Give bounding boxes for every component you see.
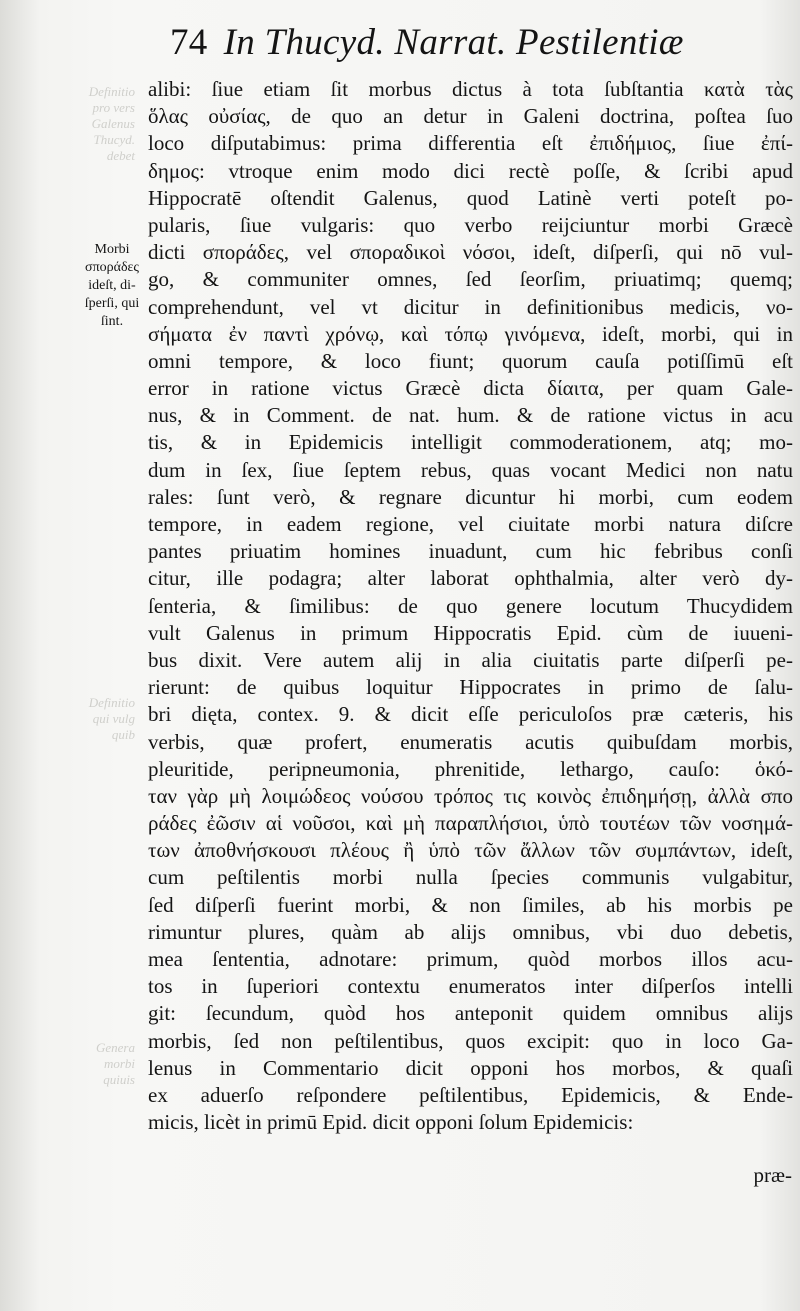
text-line: dicti σποράδες, vel σποραδικοὶ νόσοι, ideſt, diſperſi, qui nō vul- bbox=[148, 240, 793, 265]
catchword: præ- bbox=[753, 1163, 792, 1187]
text-line: vult Galenus in primum Hippocratis Epid. cùm de iuueni- bbox=[148, 620, 793, 645]
text-line: go, & communiter omnes, ſed ſeorſim, priuatimq; quemq; bbox=[148, 267, 793, 292]
text-line: loco diſputabimus: prima differentia eſt ἐπιδήμιος, ſiue ἐπί- bbox=[148, 131, 793, 156]
text-line: alibi: ſiue etiam ſit morbus dictus à tota ſubſtantia κατὰ τὰς bbox=[148, 77, 793, 101]
text-line: σήματα ἐν παντὶ χρόνῳ, καὶ τόπῳ γινόμενα, ideſt, morbi, qui in bbox=[148, 321, 793, 346]
bleed-through-lower: Genera morbi quiuis bbox=[96, 1040, 135, 1087]
running-head bbox=[170, 18, 790, 68]
bleed-through-top: Definitio pro vers Galenus Thucyd. debet bbox=[88, 84, 135, 163]
text-line: tempore, in eadem regione, vel ciuitate morbi natura diſcre bbox=[148, 512, 793, 536]
text-line: ταν γὰρ μὴ λοιμώδεος νούσου τρόπος τις κοινὸς ἐπιδημήσῃ, ἀλλὰ σπο bbox=[148, 783, 793, 808]
text-line: δημος: vtroque enim modo dici rectè poſſe, & ſcribi apud bbox=[148, 158, 793, 183]
text-line: pleuritide, peripneumonia, phrenitide, lethargo, cauſo: ὁκό- bbox=[148, 756, 793, 781]
text-line: lenus in Commentario dicit opponi hos morbos, & quaſi bbox=[148, 1055, 793, 1080]
page-number: 74 bbox=[170, 22, 208, 63]
text-line: ex aduerſo reſpondere peſtilentibus, Epidemicis, & Ende- bbox=[148, 1082, 793, 1107]
text-line: nus, & in Comment. de nat. hum. & de ratione victus in acu bbox=[148, 403, 793, 428]
text-line: mea ſententia, adnotare: primum, quòd morbos illos acu- bbox=[148, 947, 793, 971]
text-line: omni tempore, & loco fiunt; quorum cauſa potiſſimū eſt bbox=[148, 348, 793, 373]
text-line: bus dixit. Vere autem alij in alia ciuitatis parte diſperſi pe- bbox=[148, 647, 793, 672]
text-line: citur, ille podagra; alter laborat ophthalmia, alter verò dy- bbox=[148, 566, 793, 591]
text-line: pantes priuatim homines inuadunt, cum hic febribus conſi bbox=[148, 539, 793, 564]
text-line: rales: ſunt verò, & regnare dicuntur hi morbi, cum eodem bbox=[148, 484, 793, 509]
text-line: ſed diſperſi fuerint morbi, & non ſimiles, ab his morbis pe bbox=[148, 892, 793, 917]
text-line: error in ratione victus Græcè dicta δίαιτα, per quam Gale- bbox=[148, 376, 793, 401]
text-line: bri dięta, contex. 9. & dicit eſſe periculoſos præ cæteris, his bbox=[148, 702, 793, 727]
text-line: ſenteria, & ſimilibus: de quo genere locutum Thucydidem bbox=[148, 593, 793, 618]
text-line: morbis, ſed non peſtilentibus, quos excipit: quo in loco Ga- bbox=[148, 1028, 793, 1053]
text-line: rimuntur plures, quàm ab alijs omnibus, vbi duo debetis, bbox=[148, 919, 793, 944]
text-line: ὅλας οὐσίας, de quo an detur in Galeni doctrina, poſtea ſuo bbox=[148, 104, 793, 129]
text-line: των ἀποθνήσκουσι πλέους ἢ ὑπὸ τῶν ἄλλων τῶν συμπάντων, ideſt, bbox=[148, 838, 793, 863]
text-line: micis, licèt in primū Epid. dicit opponi ſolum Epidemicis: bbox=[148, 1110, 634, 1135]
text-line: pularis, ſiue vulgaris: quo verbo reijciuntur morbi Græcè bbox=[148, 212, 793, 237]
text-line: git: ſecundum, quòd hos anteponit quidem omnibus alijs bbox=[148, 1001, 793, 1026]
bleed-through-middle: Definitio qui vulg quib bbox=[88, 695, 135, 742]
margin-note: Morbi σποράδες ideſt, di- ſperſi, qui ſint. bbox=[84, 242, 140, 329]
text-line: tos in ſuperiori contextu enumeratos inter diſperſos intelli bbox=[148, 974, 793, 999]
text-line: tis, & in Epidemicis intelligit commoderationem, atq; mo- bbox=[148, 430, 793, 455]
text-line: Hippocratē oſtendit Galenus, quod Latinè verti poteſt po- bbox=[148, 185, 793, 210]
body-text bbox=[148, 76, 793, 1136]
text-line: comprehendunt, vel vt dicitur in definitionibus medicis, νο- bbox=[148, 294, 793, 319]
running-title: In Thucyd. Narrat. Pestilentiæ bbox=[223, 22, 684, 63]
text-line: dum in ſex, ſiue ſeptem rebus, quas vocant Medici non natu bbox=[148, 457, 793, 482]
text-line: cum peſtilentis morbi nulla ſpecies communis vulgabitur, bbox=[148, 865, 793, 890]
text-line: rierunt: de quibus loquitur Hippocrates in primo de ſalu- bbox=[148, 675, 793, 700]
text-line: verbis, quæ profert, enumeratis acutis quibuſdam morbis, bbox=[148, 729, 793, 754]
text-line: ράδες ἐῶσιν αἱ νοῦσοι, καὶ μὴ παραπλήσιοι, ὑπὸ τουτέων τῶν νοσημά- bbox=[148, 811, 793, 836]
